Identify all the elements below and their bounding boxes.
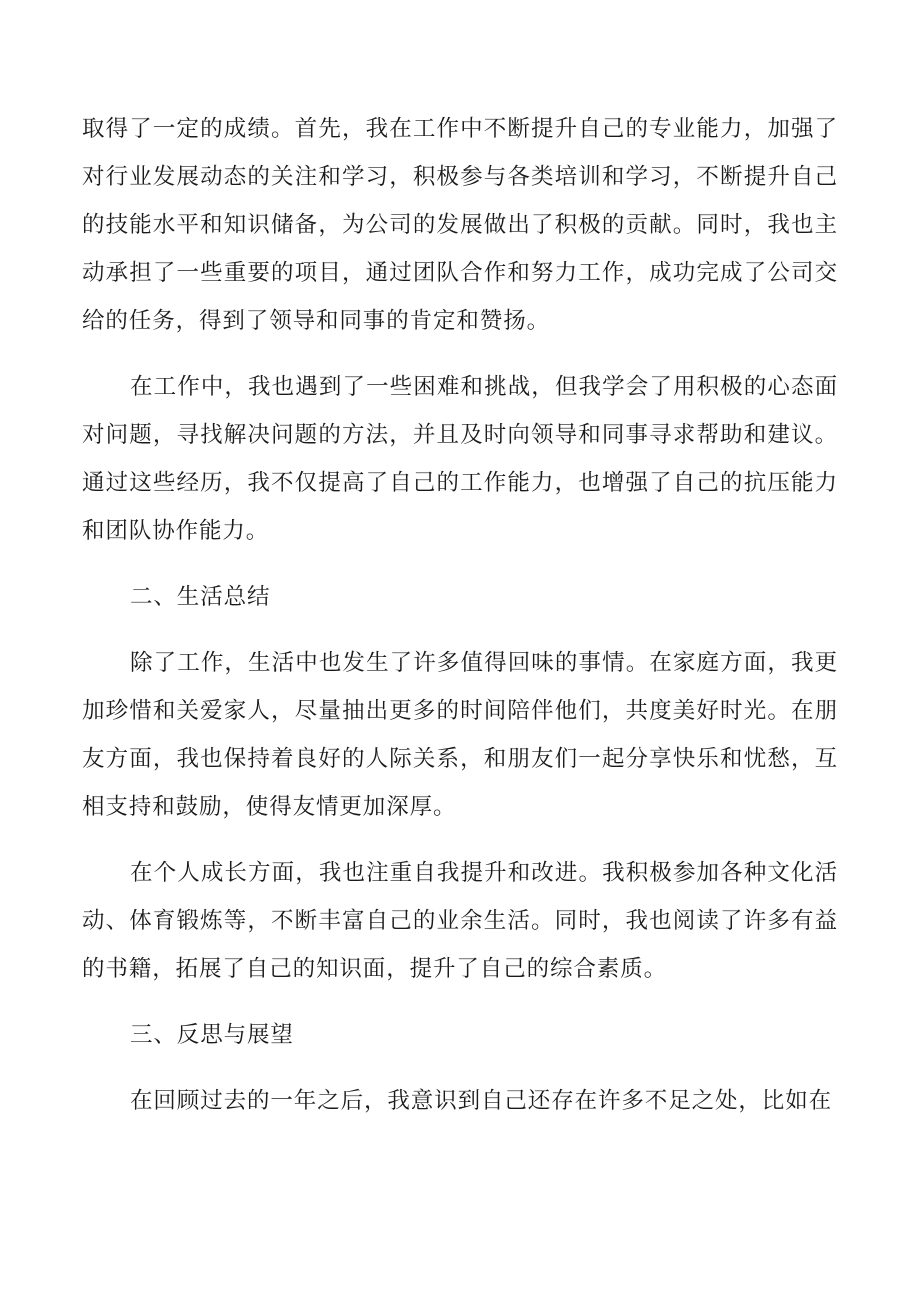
section-heading-reflection: 三、反思与展望 [130, 1022, 294, 1048]
paragraph-reflection-start: 在回顾过去的一年之后，我意识到自己还存在许多不足之处，比如在 [130, 1088, 833, 1114]
paragraph-family-friends: 除了工作，生活中也发生了许多值得回味的事情。在家庭方面，我更加珍惜和关爱家人，尽量抽出更多的时间陪伴他们，共度美好时光。在朋友方面，我也保持着良好的人际关系，和朋友们一起分享快乐和忧愁，互相支持和鼓励，使得友情更加深厚。 [82, 650, 838, 820]
section-heading-life-summary: 二、生活总结 [130, 584, 271, 610]
paragraph-work-challenges: 在工作中，我也遇到了一些困难和挑战，但我学会了用积极的心态面对问题，寻找解决问题的方法，并且及时向领导和同事寻求帮助和建议。通过这些经历，我不仅提高了自己的工作能力，也增强了自己的抗压能力和团队协作能力。 [82, 374, 838, 544]
document-body [82, 105, 838, 1143]
paragraph-personal-growth: 在个人成长方面，我也注重自我提升和改进。我积极参加各种文化活动、体育锻炼等，不断丰富自己的业余生活。同时，我也阅读了许多有益的书籍，拓展了自己的知识面，提升了自己的综合素质。 [82, 860, 838, 982]
paragraph-work-achievements: 取得了一定的成绩。首先，我在工作中不断提升自己的专业能力，加强了对行业发展动态的关注和学习，积极参与各类培训和学习，不断提升自己的技能水平和知识储备，为公司的发展做出了积极的贡献。同时，我也主动承担了一些重要的项目，通过团队合作和努力工作，成功完成了公司交给的任务，得到了领导和同事的肯定和赞扬。 [82, 116, 838, 334]
